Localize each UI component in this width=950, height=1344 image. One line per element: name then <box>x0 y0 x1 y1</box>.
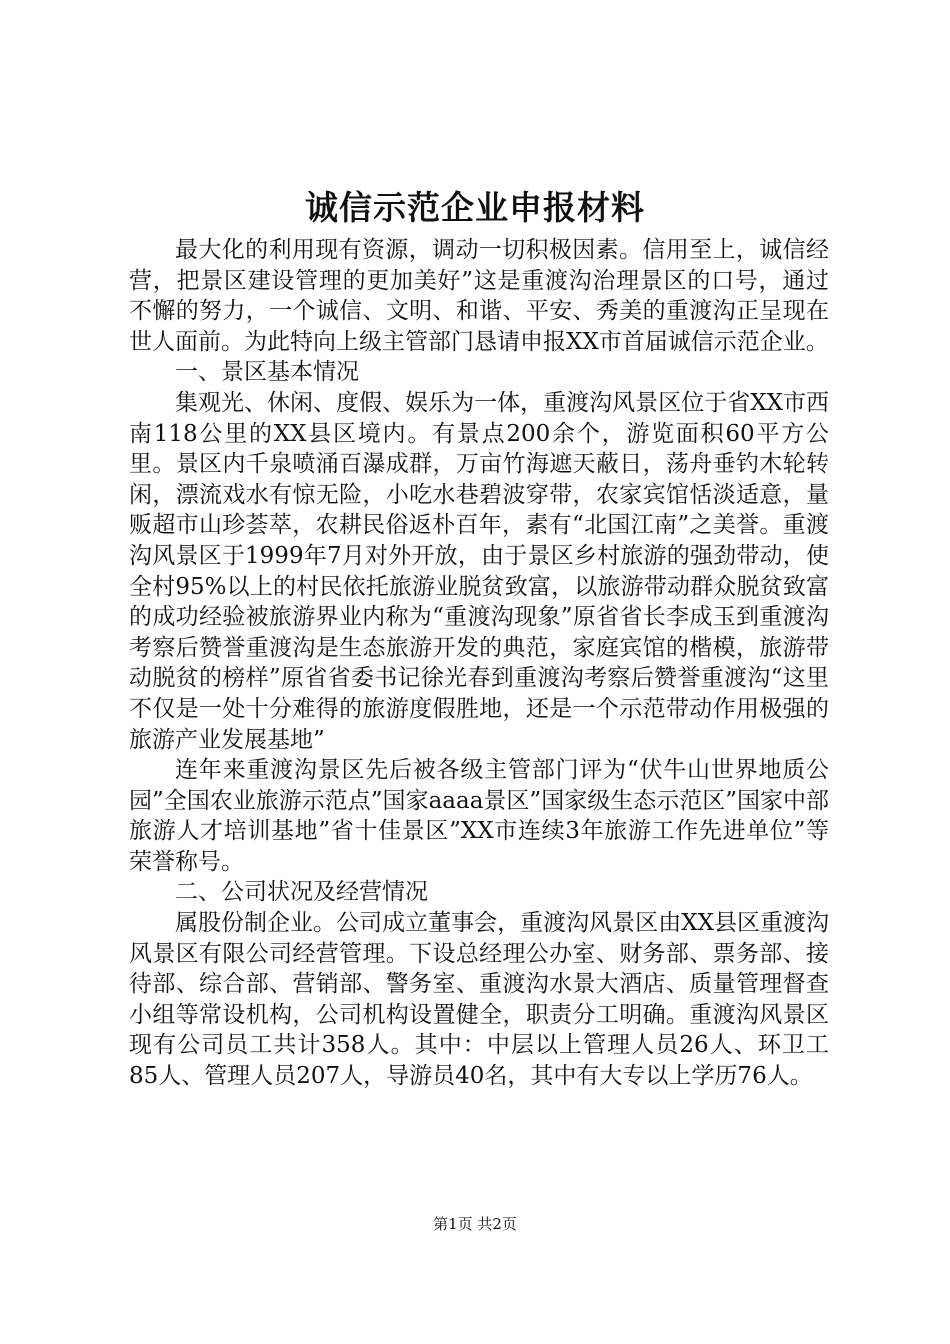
paragraph-company: 属股份制企业。公司成立董事会，重渡沟风景区由XX县区重渡沟风景区有限公司经营管理。下设总经理公办室、财务部、票务部、接待部、综合部、营销部、警务室、重渡沟水景大酒店、质量管理督查小组等常设机构，公司机构设置健全，职责分工明确。重渡沟风景区现有公司员工共计358人。其中：中层以上管理人员26人、环卫工85人、管理人员207人，导游员40名，其中有大专以上学历76人。 <box>129 910 829 1090</box>
paragraph-intro: 最大化的利用现有资源，调动一切积极因素。信用至上，诚信经营，把景区建设管理的更加美好”这是重渡沟治理景区的口号，通过不懈的努力，一个诚信、文明、和谐、平安、秀美的重渡沟正呈现在世人面前。为此特向上级主管部门恳请申报XX市首届诚信示范企业。 <box>129 237 829 355</box>
document-title: 诚信示范企业申报材料 <box>305 188 645 227</box>
document-body <box>129 235 829 1092</box>
paragraph-honors: 连年来重渡沟景区先后被各级主管部门评为“伏牛山世界地质公园”全国农业旅游示范点”国家aaaa景区”国家级生态示范区”国家中部旅游人才培训基地”省十佳景区”XX市连续3年旅游工作先进单位”等荣誉称号。 <box>129 757 829 875</box>
section-heading-1: 一、景区基本情况 <box>175 359 359 386</box>
page-footer: 第1页 共2页 <box>433 1215 517 1233</box>
section-heading-2: 二、公司状况及经营情况 <box>175 879 428 906</box>
paragraph-scenic-overview: 集观光、休闲、度假、娱乐为一体，重渡沟风景区位于省XX市西南118公里的XX县区境内。有景点200余个，游览面积60平方公里。景区内千泉喷涌百瀑成群，万亩竹海遮天蔽日，荡舟垂钓木轮转闲，漂流戏水有惊无险，小吃水巷碧波穿带，农家宾馆恬淡适意，量贩超市山珍荟萃，农耕民俗返朴百年，素有“北国江南”之美誉。重渡沟风景区于1999年7月对外开放，由于景区乡村旅游的强劲带动，使全村95%以上的村民依托旅游业脱贫致富，以旅游带动群众脱贫致富的成功经验被旅游界业内称为“重渡沟现象”原省省长李成玉到重渡沟考察后赞誉重渡沟是生态旅游开发的典范，家庭宾馆的楷模，旅游带动脱贫的榜样”原省省委书记徐光春到重渡沟考察后赞誉重渡沟“这里不仅是一处十分难得的旅游度假胜地，还是一个示范带动作用极强的旅游产业发展基地” <box>129 389 829 753</box>
